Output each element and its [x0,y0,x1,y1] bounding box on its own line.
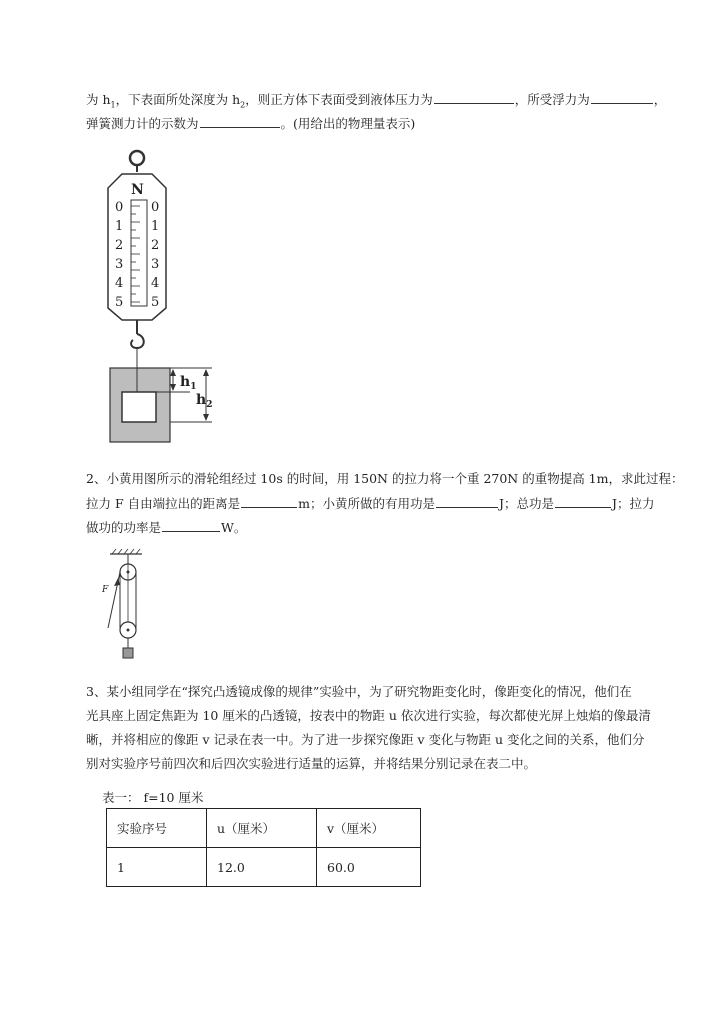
answer-blank-total-work[interactable] [555,494,611,508]
answer-blank-power[interactable] [162,518,220,532]
scale-left-2: 2 [115,238,124,253]
scale-right-4: 4 [151,276,160,291]
scale-left-0: 0 [115,200,124,215]
scale-right-1: 1 [151,219,160,234]
table-header-cell: 实验序号 [107,809,207,848]
scale-left-5: 5 [115,295,124,310]
weight-block [123,648,133,658]
force-arrow-icon [114,578,120,586]
table-header-row [107,809,421,848]
table-header-cell: u（厘米） [207,809,317,848]
table-cell: 12.0 [207,848,317,887]
pulley-figure [98,548,154,662]
scale-left-1: 1 [115,219,124,234]
q2-line-1: 2、小黄用图所示的滑轮组经过 10s 的时间，用 150N 的拉力将一个重 270N 的重物提高 1m，求此过程： [86,471,684,486]
hook-icon [131,334,144,348]
answer-blank-useful-work[interactable] [436,494,498,508]
q2-line-3: 做功的功率是 W。 [86,520,247,535]
q1-line-2: 弹簧测力计的示数为 。(用给出的物理量表示) [86,116,416,131]
force-label: F [102,585,109,595]
q1-line-1: 为 $h_1$，下表面所处深度为 $h_2$，则正方体下表面受到液体压力为 ，所受浮力为 ， [86,92,667,110]
table-cell: 60.0 [317,848,421,887]
answer-blank-scale-reading[interactable] [200,114,280,128]
table-caption: 表一： f=10 厘米 [102,790,204,805]
scale-left-4: 4 [115,276,124,291]
answer-blank-pressure[interactable] [434,90,514,104]
q3-line-4: 别对实验序号前四次和后四次实验进行适量的运算，并将结果分别记录在表二中。 [86,756,537,771]
table-row [107,848,421,887]
scale-right-2: 2 [151,238,160,253]
answer-blank-buoyancy[interactable] [591,90,653,104]
q3-line-2: 光具座上固定焦距为 10 厘米的凸透镜，按表中的物距 u 依次进行实验，每次都使光屏上烛焰的像最清 [86,708,651,723]
answer-blank-distance[interactable] [241,494,297,508]
table-header-cell: v（厘米） [317,809,421,848]
q3-line-3: 晰，并将相应的像距 v 记录在表一中。为了进一步探究像距 v 变化与物距 u 变化之间的关系，他们分 [86,732,645,747]
top-ring-icon [130,151,144,165]
scale-right-0: 0 [151,200,160,215]
data-table [106,808,421,887]
unit-letter: N [131,182,144,198]
q3-line-1: 3、某小组同学在“探究凸透镜成像的规律”实验中，为了研究物距变化时，像距变化的情况，他们在 [86,684,632,699]
table-cell: 1 [107,848,207,887]
label-h2: $h_2$ [196,392,213,410]
cube [122,392,156,422]
label-h1: $h_1$ [180,374,197,392]
scale-left-3: 3 [115,257,124,272]
scale-right-5: 5 [151,295,160,310]
scale-right-3: 3 [151,257,160,272]
spring-scale-figure [100,148,230,446]
q2-line-2: 拉力 F 自由端拉出的距离是 m；小黄所做的有用功是 J；总功是 J；拉力 [86,496,655,511]
